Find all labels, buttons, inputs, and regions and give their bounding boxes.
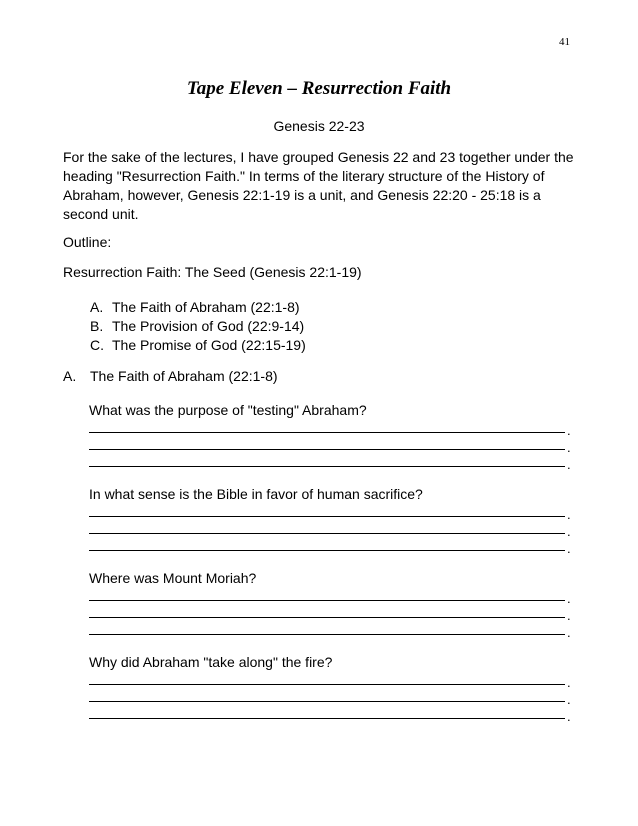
line-end-mark: . — [567, 591, 571, 606]
outline-item — [90, 298, 306, 317]
question-3: Where was Mount Moriah? — [89, 570, 257, 586]
page-title: Tape Eleven – Resurrection Faith — [186, 78, 452, 99]
page-subtitle: Genesis 22-23 — [273, 118, 365, 134]
answer-line[interactable] — [89, 684, 565, 685]
line-end-mark: . — [567, 675, 571, 690]
answer-line[interactable] — [89, 600, 565, 601]
answer-line[interactable] — [89, 432, 565, 433]
line-end-mark: . — [567, 608, 571, 623]
line-end-mark: . — [567, 423, 571, 438]
line-end-mark: . — [567, 692, 571, 707]
section-a-letter: A. — [63, 368, 77, 384]
answer-line[interactable] — [89, 466, 565, 467]
outline-list — [90, 298, 306, 355]
section-a-heading — [63, 368, 278, 384]
question-1: What was the purpose of "testing" Abraham? — [89, 402, 367, 418]
answer-line[interactable] — [89, 718, 565, 719]
answer-line[interactable] — [89, 617, 565, 618]
intro-paragraph: For the sake of the lectures, I have grouped Genesis 22 and 23 together under the heading "Resurrection Faith." In terms of the literary structure of the History of Abraham, however, Genesis 22:1-19 is a unit, and Genesis 22:20 - 25:18 is a second unit. — [63, 149, 574, 222]
line-end-mark: . — [567, 457, 571, 472]
outline-label: Outline: — [63, 234, 112, 250]
outline-item — [90, 317, 306, 336]
line-end-mark: . — [567, 507, 571, 522]
outline-text: The Provision of God (22:9-14) — [112, 318, 305, 334]
outline-text: The Promise of God (22:15-19) — [112, 337, 306, 353]
question-2: In what sense is the Bible in favor of human sacrifice? — [89, 486, 423, 502]
answer-line[interactable] — [89, 634, 565, 635]
answer-line[interactable] — [89, 701, 565, 702]
outline-letter: C. — [90, 337, 104, 353]
page-number: 41 — [559, 36, 570, 48]
section-a-text: The Faith of Abraham (22:1-8) — [90, 368, 278, 384]
question-4: Why did Abraham "take along" the fire? — [89, 654, 333, 670]
line-end-mark: . — [567, 524, 571, 539]
answer-line[interactable] — [89, 550, 565, 551]
outline-letter: A. — [90, 299, 104, 315]
answer-line[interactable] — [89, 449, 565, 450]
outline-letter: B. — [90, 318, 104, 334]
line-end-mark: . — [567, 541, 571, 556]
line-end-mark: . — [567, 440, 571, 455]
line-end-mark: . — [567, 709, 571, 724]
answer-line[interactable] — [89, 533, 565, 534]
section-heading: Resurrection Faith: The Seed (Genesis 22:1-19) — [63, 264, 362, 280]
outline-text: The Faith of Abraham (22:1-8) — [112, 299, 300, 315]
line-end-mark: . — [567, 625, 571, 640]
answer-line[interactable] — [89, 516, 565, 517]
outline-item — [90, 336, 306, 355]
